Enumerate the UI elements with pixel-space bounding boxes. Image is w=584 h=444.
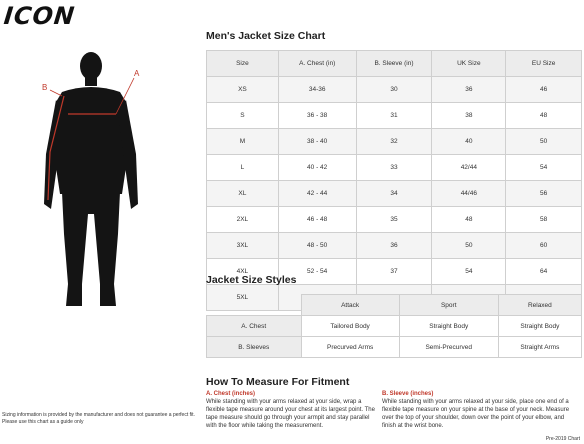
table-row: [207, 155, 582, 181]
cell: 56: [506, 181, 582, 207]
table-row: [207, 129, 582, 155]
col-header-uk-size: UK Size: [432, 51, 506, 77]
table-row: [207, 233, 582, 259]
col-header-sleeve: B. Sleeve (in): [356, 51, 432, 77]
size-chart-table: [206, 50, 582, 311]
cell: 3XL: [207, 233, 279, 259]
cell: XL: [207, 181, 279, 207]
col-header-sport: Sport: [399, 295, 498, 316]
table-row: [207, 103, 582, 129]
col-header-eu-size: EU Size: [506, 51, 582, 77]
cell: Tailored Body: [301, 316, 399, 337]
row-header-chest: A. Chest: [207, 316, 302, 337]
cell: 37: [356, 259, 432, 285]
cell: Precurved Arms: [301, 337, 399, 358]
cell: L: [207, 155, 279, 181]
col-header-chest: A. Chest (in): [278, 51, 356, 77]
chest-heading: A. Chest (inches): [206, 391, 256, 397]
table-row: [207, 316, 582, 337]
cell: 52 - 54: [278, 259, 356, 285]
cell: 60: [506, 233, 582, 259]
cell: 2XL: [207, 207, 279, 233]
cell: 4XL: [207, 259, 279, 285]
table-row: [207, 181, 582, 207]
footer-code: Pre-2019 Chart: [545, 436, 580, 442]
size-chart-title: Men's Jacket Size Chart: [206, 30, 326, 42]
cell: XS: [207, 77, 279, 103]
table-row: [207, 337, 582, 358]
row-header-sleeves: B. Sleeves: [207, 337, 302, 358]
cell: Straight Arms: [498, 337, 581, 358]
disclaimer-line-1: Sizing information is provided by the manufacturer and does not guarantee a perfect fit.: [2, 412, 195, 418]
cell: 33: [356, 155, 432, 181]
cell: 50: [432, 233, 506, 259]
cell: 44/46: [432, 181, 506, 207]
cell: 46: [506, 77, 582, 103]
cell: Straight Body: [399, 316, 498, 337]
styles-title: Jacket Size Styles: [206, 274, 297, 286]
cell: 58: [506, 207, 582, 233]
table-row: [207, 77, 582, 103]
col-header-size: Size: [207, 51, 279, 77]
label-b: B: [42, 83, 48, 92]
cell: 32: [356, 129, 432, 155]
col-header-attack: Attack: [301, 295, 399, 316]
brand-logo: ICON: [2, 2, 77, 30]
cell: 48 - 50: [278, 233, 356, 259]
chest-text: While standing with your arms relaxed at your side, wrap a flexible tape measure around your chest at its largest point. The tape measure should go through your armpit and stay parallel with the floor while taking the measurement.: [206, 399, 375, 429]
disclaimer-line-2: Please use this chart as a guide only: [2, 419, 84, 425]
cell: 35: [356, 207, 432, 233]
cell: Semi-Precurved: [399, 337, 498, 358]
cell: 40: [432, 129, 506, 155]
sleeve-text: While standing with your arms relaxed at your side, place one end of a flexible tape measure on your spine at the base of your neck. Measure over the top of your shoulder, down over the point of your elbow, and finish at the wrist bone.: [382, 399, 570, 429]
sleeve-instructions: [382, 390, 578, 430]
body-silhouette-figure: [36, 44, 146, 314]
sleeve-heading: B. Sleeve (inches): [382, 391, 434, 397]
cell: 30: [356, 77, 432, 103]
cell: S: [207, 103, 279, 129]
cell: 42 - 44: [278, 181, 356, 207]
chest-instructions: [206, 390, 378, 430]
disclaimer: [2, 412, 202, 426]
cell: 36 - 38: [278, 103, 356, 129]
table-row: [207, 207, 582, 233]
cell: 64: [506, 259, 582, 285]
cell: 34: [356, 181, 432, 207]
cell: M: [207, 129, 279, 155]
cell: 40 - 42: [278, 155, 356, 181]
cell: Straight Body: [498, 316, 581, 337]
cell: 34-36: [278, 77, 356, 103]
cell: 48: [506, 103, 582, 129]
col-header-relaxed: Relaxed: [498, 295, 581, 316]
measure-title: How To Measure For Fitment: [206, 376, 350, 388]
size-chart-header-row: [207, 51, 582, 77]
styles-header-row: [207, 295, 582, 316]
cell: 54: [432, 259, 506, 285]
cell: 38 - 40: [278, 129, 356, 155]
cell: 36: [356, 233, 432, 259]
cell: 54: [506, 155, 582, 181]
cell: 42/44: [432, 155, 506, 181]
cell: 31: [356, 103, 432, 129]
styles-table: [206, 294, 582, 358]
cell: 38: [432, 103, 506, 129]
cell: 48: [432, 207, 506, 233]
cell: 46 - 48: [278, 207, 356, 233]
label-a: A: [134, 69, 140, 78]
cell: 5XL: [207, 285, 279, 311]
cell: 36: [432, 77, 506, 103]
cell: 50: [506, 129, 582, 155]
empty-corner-cell: [207, 295, 302, 316]
